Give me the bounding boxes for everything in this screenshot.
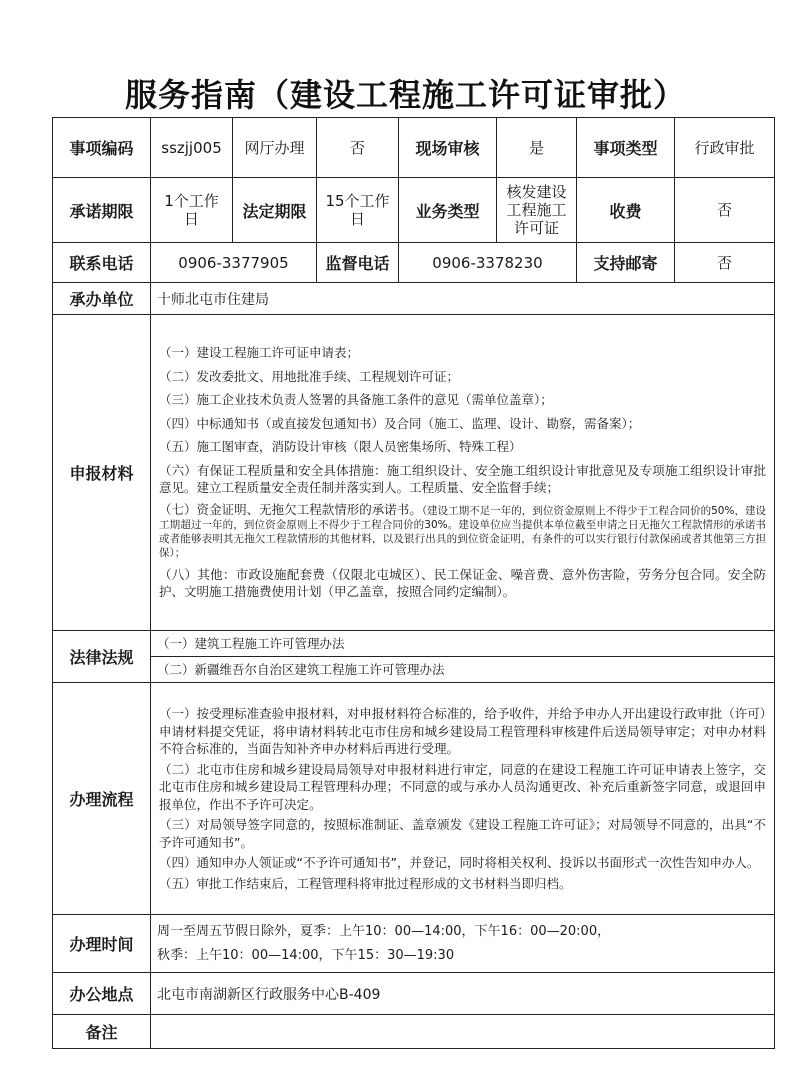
- hours-line-autumn: 秋季：上午10：00—14:00，下午15：30—19:30: [157, 947, 455, 963]
- materials-label: 申报材料: [53, 315, 151, 631]
- page-title: 服务指南（建设工程施工许可证审批）: [124, 76, 686, 114]
- service-guide-table: [52, 117, 775, 1049]
- process-step: （三）对局领导签字同意的，按照标准制证、盖章颁发《建设工程施工许可证》；对局领导不同意的，出具“不予许可通知书”。: [159, 817, 766, 850]
- promise-value: 1个工作日: [151, 178, 233, 243]
- row-hours: [53, 915, 775, 973]
- law-item: （一）建筑工程施工许可管理办法: [151, 631, 774, 657]
- row-process: [53, 683, 775, 915]
- process-content: [151, 683, 775, 915]
- phone-label: 联系电话: [53, 243, 151, 283]
- process-step: （四）通知申办人领证或“不予许可通知书”，并登记，同时将相关权利、投诉以书面形式一次性告知申办人。: [159, 855, 760, 870]
- row-materials: [53, 315, 775, 631]
- row-contact-info: [53, 243, 775, 283]
- address-label: 办公地点: [53, 973, 151, 1015]
- mail-label: 支持邮寄: [577, 243, 675, 283]
- process-label: 办理流程: [53, 683, 151, 915]
- fee-value: 否: [675, 178, 775, 243]
- material-item: （四）中标通知书（或直接发包通知书）及合同（施工、监理、设计、勘察，需备案）；: [159, 415, 641, 431]
- fee-label: 收费: [577, 178, 675, 243]
- type-value: 行政审批: [675, 118, 775, 178]
- legal-value: 15个工作日: [317, 178, 399, 243]
- supervise-value: 0906-3378230: [399, 243, 577, 283]
- row-time-info: [53, 178, 775, 243]
- row-address: [53, 973, 775, 1015]
- unit-value: 十师北屯市住建局: [151, 283, 775, 315]
- process-step: （五）审批工作结束后，工程管理科将审批过程形成的文书材料当即归档。: [159, 875, 572, 891]
- biz-label: 业务类型: [399, 178, 497, 243]
- onsite-value: 是: [497, 118, 577, 178]
- legal-label: 法定期限: [233, 178, 317, 243]
- material-item-head: （七）资金证明、无拖欠工程款情形的承诺书。: [159, 501, 422, 517]
- online-label: 网厅办理: [233, 118, 317, 178]
- process-step: （二）北屯市住房和城乡建设局局领导对申报材料进行审定，同意的在建设工程施工许可证申请表上签字，交北屯市住房和城乡建设局工程管理科办理；不同意的或与承办人员沟通更改、补充后重新签字同意，或退回申报单位，作出不予许可决定。: [159, 761, 766, 812]
- promise-label: 承诺期限: [53, 178, 151, 243]
- hours-label: 办理时间: [53, 915, 151, 973]
- row-item-info: [53, 118, 775, 178]
- materials-content: [151, 315, 775, 631]
- material-item-note: （建设工期不足一年的，到位资金原则上不得少于工程合同价的50%，建设工期超过一年的，到位资金原则上不得少于工程合同价的30%。建设单位应当提供本单位截至申请之日无拖欠工程款情形的承诺书或者能够表明其无拖欠工程款情形的其他材料，以及银行出具的到位资金证明，有条件的可以实行银行付款保函或者其他第三方担保）；: [159, 504, 766, 559]
- hours-line-summer: 周一至周五节假日除外，夏季：上午10：00—14:00，下午16：00—20:00，: [157, 923, 611, 939]
- material-item: （六）有保证工程质量和安全具体措施：施工组织设计、安全施工组织设计审批意见及专项施工组织设计审批意见。建立工程质量安全责任制并落实到人。工程质量、安全监督手续；: [159, 462, 766, 496]
- online-value: 否: [317, 118, 399, 178]
- material-item: （一）建设工程施工许可证申请表；: [159, 345, 360, 361]
- phone-value: 0906-3377905: [151, 243, 317, 283]
- address-value: 北屯市南湖新区行政服务中心B-409: [151, 973, 775, 1015]
- material-item: （三）施工企业技术负责人签署的具备施工条件的意见（需单位盖章）；: [159, 392, 553, 408]
- material-item: （八）其他：市政设施配套费（仅限北屯城区）、民工保证金、噪音费、意外伤害险，劳务分包合同。安全防护、文明施工措施费使用计划（甲乙盖章，按照合同约定编制）。: [159, 566, 766, 600]
- hours-content: [151, 915, 775, 973]
- unit-label: 承办单位: [53, 283, 151, 315]
- remark-value: [151, 1015, 775, 1049]
- biz-value: 核发建设工程施工许可证: [497, 178, 577, 243]
- material-item: [159, 503, 766, 560]
- supervise-label: 监督电话: [317, 243, 399, 283]
- code-value: sszjj005: [151, 118, 233, 178]
- row-laws: [53, 631, 775, 683]
- row-remark: [53, 1015, 775, 1049]
- mail-value: 否: [675, 243, 775, 283]
- type-label: 事项类型: [577, 118, 675, 178]
- material-item: （五）施工图审查，消防设计审核（限人员密集场所、特殊工程）: [159, 439, 522, 455]
- law-item: （二）新疆维吾尔自治区建筑工程施工许可管理办法: [157, 662, 445, 677]
- remark-label: 备注: [53, 1015, 151, 1049]
- row-unit: [53, 283, 775, 315]
- laws-content: [151, 631, 775, 683]
- code-label: 事项编码: [53, 118, 151, 178]
- process-step: （一）按受理标准查验申报材料，对申报材料符合标准的，给予收件，并给予申办人开出建设行政审批（许可）申请材料提交凭证，将申请材料转北屯市住房和城乡建设局工程管理科审核建件后送局领导审定；对申办材料不符合标准的，当面告知补齐申办材料后再进行受理。: [159, 706, 766, 756]
- onsite-label: 现场审核: [399, 118, 497, 178]
- material-item: （二）发改委批文、用地批准手续、工程规划许可证；: [159, 368, 460, 384]
- laws-label: 法律法规: [53, 631, 151, 683]
